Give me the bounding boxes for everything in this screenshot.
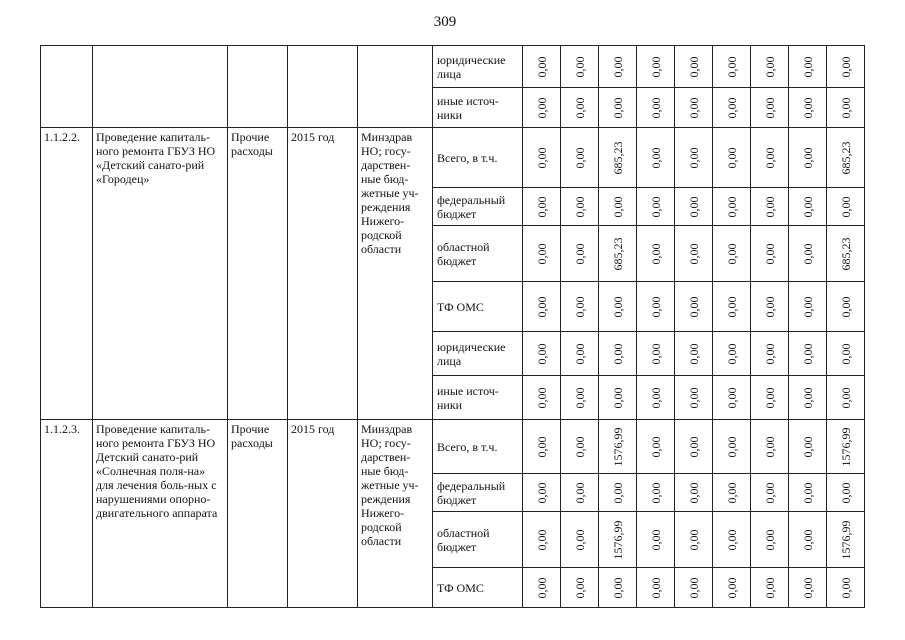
value-cell [561,226,599,282]
value-cell [637,226,675,282]
value-text: 0,00 [838,343,853,364]
code-cell: 1.1.2.2. [41,128,93,420]
value-cell [675,420,713,474]
name-cell: Проведение капиталь-ного ремонта ГБУЗ НО Детский санато-рий «Солнечная поля-на» для лечения боль-ных с нарушениями опорно-двигательного аппарата [93,420,228,608]
table-row [41,46,865,88]
value-text: 0,00 [610,296,625,317]
source-cell: федеральный бюджет [433,474,523,512]
value-cell [751,282,789,332]
value-text: 0,00 [686,196,701,217]
value-cell [675,226,713,282]
value-cell [789,376,827,420]
value-text: 0,00 [800,436,815,457]
source-cell: юридические лица [433,46,523,88]
value-text: 0,00 [800,296,815,317]
value-cell [827,88,865,128]
source-cell: иные источ-ники [433,88,523,128]
value-text: 0,00 [534,296,549,317]
type-cell: Прочие расходы [228,128,288,420]
value-cell [561,568,599,608]
value-cell [637,420,675,474]
value-text: 0,00 [572,243,587,264]
value-text: 0,00 [724,196,739,217]
value-cell [789,128,827,188]
value-text: 0,00 [686,482,701,503]
source-cell: иные источ-ники [433,376,523,420]
value-text: 0,00 [534,387,549,408]
value-text: 0,00 [762,296,777,317]
value-cell [827,376,865,420]
value-text: 0,00 [800,482,815,503]
value-text: 0,00 [800,243,815,264]
value-cell [713,420,751,474]
value-cell [675,332,713,376]
value-cell [789,332,827,376]
value-text: 0,00 [572,343,587,364]
value-cell [523,512,561,568]
value-cell [751,46,789,88]
table-row [41,128,865,188]
value-text: 0,00 [610,97,625,118]
period-cell: 2015 год [288,420,358,608]
value-cell [713,128,751,188]
value-cell [637,282,675,332]
value-text: 0,00 [572,296,587,317]
type-cell [228,46,288,128]
value-cell [523,282,561,332]
type-cell: Прочие расходы [228,420,288,608]
value-cell [789,46,827,88]
name-cell [93,46,228,128]
value-cell [599,332,637,376]
value-text: 0,00 [610,482,625,503]
value-cell [637,188,675,226]
value-text: 0,00 [648,436,663,457]
value-cell [637,88,675,128]
value-text: 0,00 [724,482,739,503]
value-text: 0,00 [800,529,815,550]
value-text: 0,00 [838,577,853,598]
value-cell [827,128,865,188]
value-text: 0,00 [534,577,549,598]
value-cell [789,568,827,608]
period-cell: 2015 год [288,128,358,420]
value-cell [789,282,827,332]
value-text: 0,00 [534,529,549,550]
executor-cell [358,46,433,128]
value-cell [561,376,599,420]
value-cell [637,332,675,376]
value-cell [789,226,827,282]
value-cell [675,46,713,88]
value-cell [751,420,789,474]
value-text: 0,00 [534,147,549,168]
value-text: 0,00 [648,529,663,550]
value-cell [637,568,675,608]
value-text: 0,00 [724,577,739,598]
value-text: 0,00 [610,387,625,408]
value-cell [789,188,827,226]
value-cell [599,188,637,226]
value-text: 0,00 [800,577,815,598]
funding-table [40,45,865,608]
value-cell [751,188,789,226]
value-cell [713,332,751,376]
value-cell [561,46,599,88]
value-text: 0,00 [762,577,777,598]
value-text: 0,00 [572,196,587,217]
value-cell [827,512,865,568]
value-text: 0,00 [686,97,701,118]
value-cell [751,128,789,188]
value-text: 0,00 [534,97,549,118]
value-cell [827,226,865,282]
value-text: 0,00 [534,243,549,264]
value-cell [561,188,599,226]
value-cell [713,188,751,226]
value-text: 0,00 [762,56,777,77]
value-text: 0,00 [724,97,739,118]
value-text: 0,00 [838,56,853,77]
value-text: 0,00 [762,529,777,550]
value-cell [523,568,561,608]
value-cell [675,128,713,188]
value-cell [675,188,713,226]
value-cell [751,376,789,420]
code-cell: 1.1.2.3. [41,420,93,608]
value-cell [675,88,713,128]
code-cell [41,46,93,128]
value-text: 0,00 [838,296,853,317]
value-cell [561,512,599,568]
value-cell [637,512,675,568]
value-text: 0,00 [686,243,701,264]
value-text: 0,00 [648,387,663,408]
value-cell [561,332,599,376]
value-text: 0,00 [534,343,549,364]
value-cell [713,282,751,332]
value-cell [675,282,713,332]
value-cell [561,474,599,512]
value-text: 0,00 [724,243,739,264]
value-cell [789,512,827,568]
executor-cell: Минздрав НО; госу-дарствен-ные бюд-жетные уч-реждения Нижего-родской области [358,420,433,608]
value-text: 0,00 [686,529,701,550]
value-text: 0,00 [610,196,625,217]
value-text: 0,00 [724,147,739,168]
value-text: 0,00 [762,147,777,168]
value-cell [751,474,789,512]
value-text: 685,23 [838,141,853,174]
value-text: 0,00 [724,387,739,408]
value-text: 1576,99 [610,520,625,559]
source-cell: ТФ ОМС [433,282,523,332]
value-text: 0,00 [572,482,587,503]
value-cell [751,88,789,128]
table-row [41,420,865,474]
value-text: 0,00 [800,387,815,408]
value-cell [561,128,599,188]
value-text: 0,00 [648,343,663,364]
value-text: 0,00 [572,97,587,118]
value-cell [523,128,561,188]
value-text: 0,00 [534,196,549,217]
value-text: 0,00 [572,436,587,457]
executor-cell: Минздрав НО; госу-дарствен-ные бюд-жетные уч-реждения Нижего-родской области [358,128,433,420]
value-text: 0,00 [800,147,815,168]
value-text: 0,00 [686,387,701,408]
value-text: 0,00 [610,56,625,77]
value-cell [713,226,751,282]
value-text: 0,00 [838,387,853,408]
value-text: 0,00 [610,577,625,598]
value-text: 0,00 [648,196,663,217]
value-cell [713,46,751,88]
page-number: 309 [433,14,457,30]
value-cell [827,474,865,512]
value-cell [751,332,789,376]
source-cell: областной бюджет [433,512,523,568]
value-cell [599,420,637,474]
value-text: 0,00 [686,147,701,168]
source-cell: Всего, в т.ч. [433,128,523,188]
value-cell [713,474,751,512]
value-cell [713,88,751,128]
value-text: 0,00 [838,97,853,118]
value-cell [637,46,675,88]
value-cell [599,46,637,88]
value-cell [789,474,827,512]
value-cell [523,474,561,512]
value-text: 0,00 [686,296,701,317]
value-cell [675,512,713,568]
value-cell [561,88,599,128]
source-cell: юридические лица [433,332,523,376]
value-cell [713,376,751,420]
value-cell [599,512,637,568]
value-text: 0,00 [648,97,663,118]
value-text: 0,00 [762,196,777,217]
value-text: 1576,99 [610,427,625,466]
value-cell [523,188,561,226]
value-text: 0,00 [610,343,625,364]
value-cell [523,332,561,376]
value-cell [827,282,865,332]
value-text: 0,00 [534,56,549,77]
value-cell [751,512,789,568]
value-text: 0,00 [572,147,587,168]
value-cell [675,474,713,512]
value-text: 0,00 [686,577,701,598]
value-cell [637,128,675,188]
value-cell [561,282,599,332]
value-text: 0,00 [572,387,587,408]
value-text: 0,00 [648,577,663,598]
value-text: 0,00 [762,343,777,364]
value-cell [523,46,561,88]
value-text: 1576,99 [838,520,853,559]
value-text: 0,00 [762,436,777,457]
value-cell [523,420,561,474]
value-text: 0,00 [572,56,587,77]
value-cell [599,88,637,128]
value-text: 0,00 [762,482,777,503]
value-cell [827,188,865,226]
value-text: 0,00 [724,56,739,77]
source-cell: Всего, в т.ч. [433,420,523,474]
value-text: 0,00 [572,577,587,598]
value-cell [599,474,637,512]
value-text: 0,00 [762,243,777,264]
value-text: 0,00 [800,56,815,77]
value-text: 0,00 [762,387,777,408]
value-text: 685,23 [838,237,853,270]
value-text: 0,00 [686,436,701,457]
value-text: 0,00 [648,243,663,264]
value-cell [675,376,713,420]
value-text: 0,00 [648,147,663,168]
value-text: 0,00 [762,97,777,118]
value-cell [523,226,561,282]
value-cell [827,568,865,608]
value-text: 0,00 [648,296,663,317]
value-text: 685,23 [610,237,625,270]
value-text: 0,00 [534,436,549,457]
value-cell [599,226,637,282]
value-cell [599,128,637,188]
value-cell [561,420,599,474]
value-cell [599,376,637,420]
value-cell [637,376,675,420]
value-cell [713,568,751,608]
value-cell [599,568,637,608]
value-text: 0,00 [724,436,739,457]
source-cell: федеральный бюджет [433,188,523,226]
value-text: 0,00 [648,56,663,77]
value-cell [751,226,789,282]
value-cell [675,568,713,608]
source-cell: областной бюджет [433,226,523,282]
value-cell [827,46,865,88]
value-text: 0,00 [838,196,853,217]
value-text: 0,00 [724,343,739,364]
value-text: 0,00 [534,482,549,503]
value-cell [827,420,865,474]
value-text: 0,00 [686,56,701,77]
value-text: 0,00 [800,196,815,217]
value-cell [637,474,675,512]
value-text: 0,00 [686,343,701,364]
period-cell [288,46,358,128]
value-cell [599,282,637,332]
value-text: 0,00 [724,296,739,317]
source-cell: ТФ ОМС [433,568,523,608]
value-cell [789,88,827,128]
value-cell [523,376,561,420]
value-cell [827,332,865,376]
value-cell [713,512,751,568]
value-cell [751,568,789,608]
value-cell [523,88,561,128]
name-cell: Проведение капиталь-ного ремонта ГБУЗ НО «Детский санато-рий «Городец» [93,128,228,420]
value-text: 0,00 [838,482,853,503]
value-text: 0,00 [800,97,815,118]
value-text: 0,00 [648,482,663,503]
value-cell [789,420,827,474]
value-text: 685,23 [610,141,625,174]
value-text: 0,00 [572,529,587,550]
value-text: 0,00 [724,529,739,550]
value-text: 0,00 [800,343,815,364]
value-text: 1576,99 [838,427,853,466]
